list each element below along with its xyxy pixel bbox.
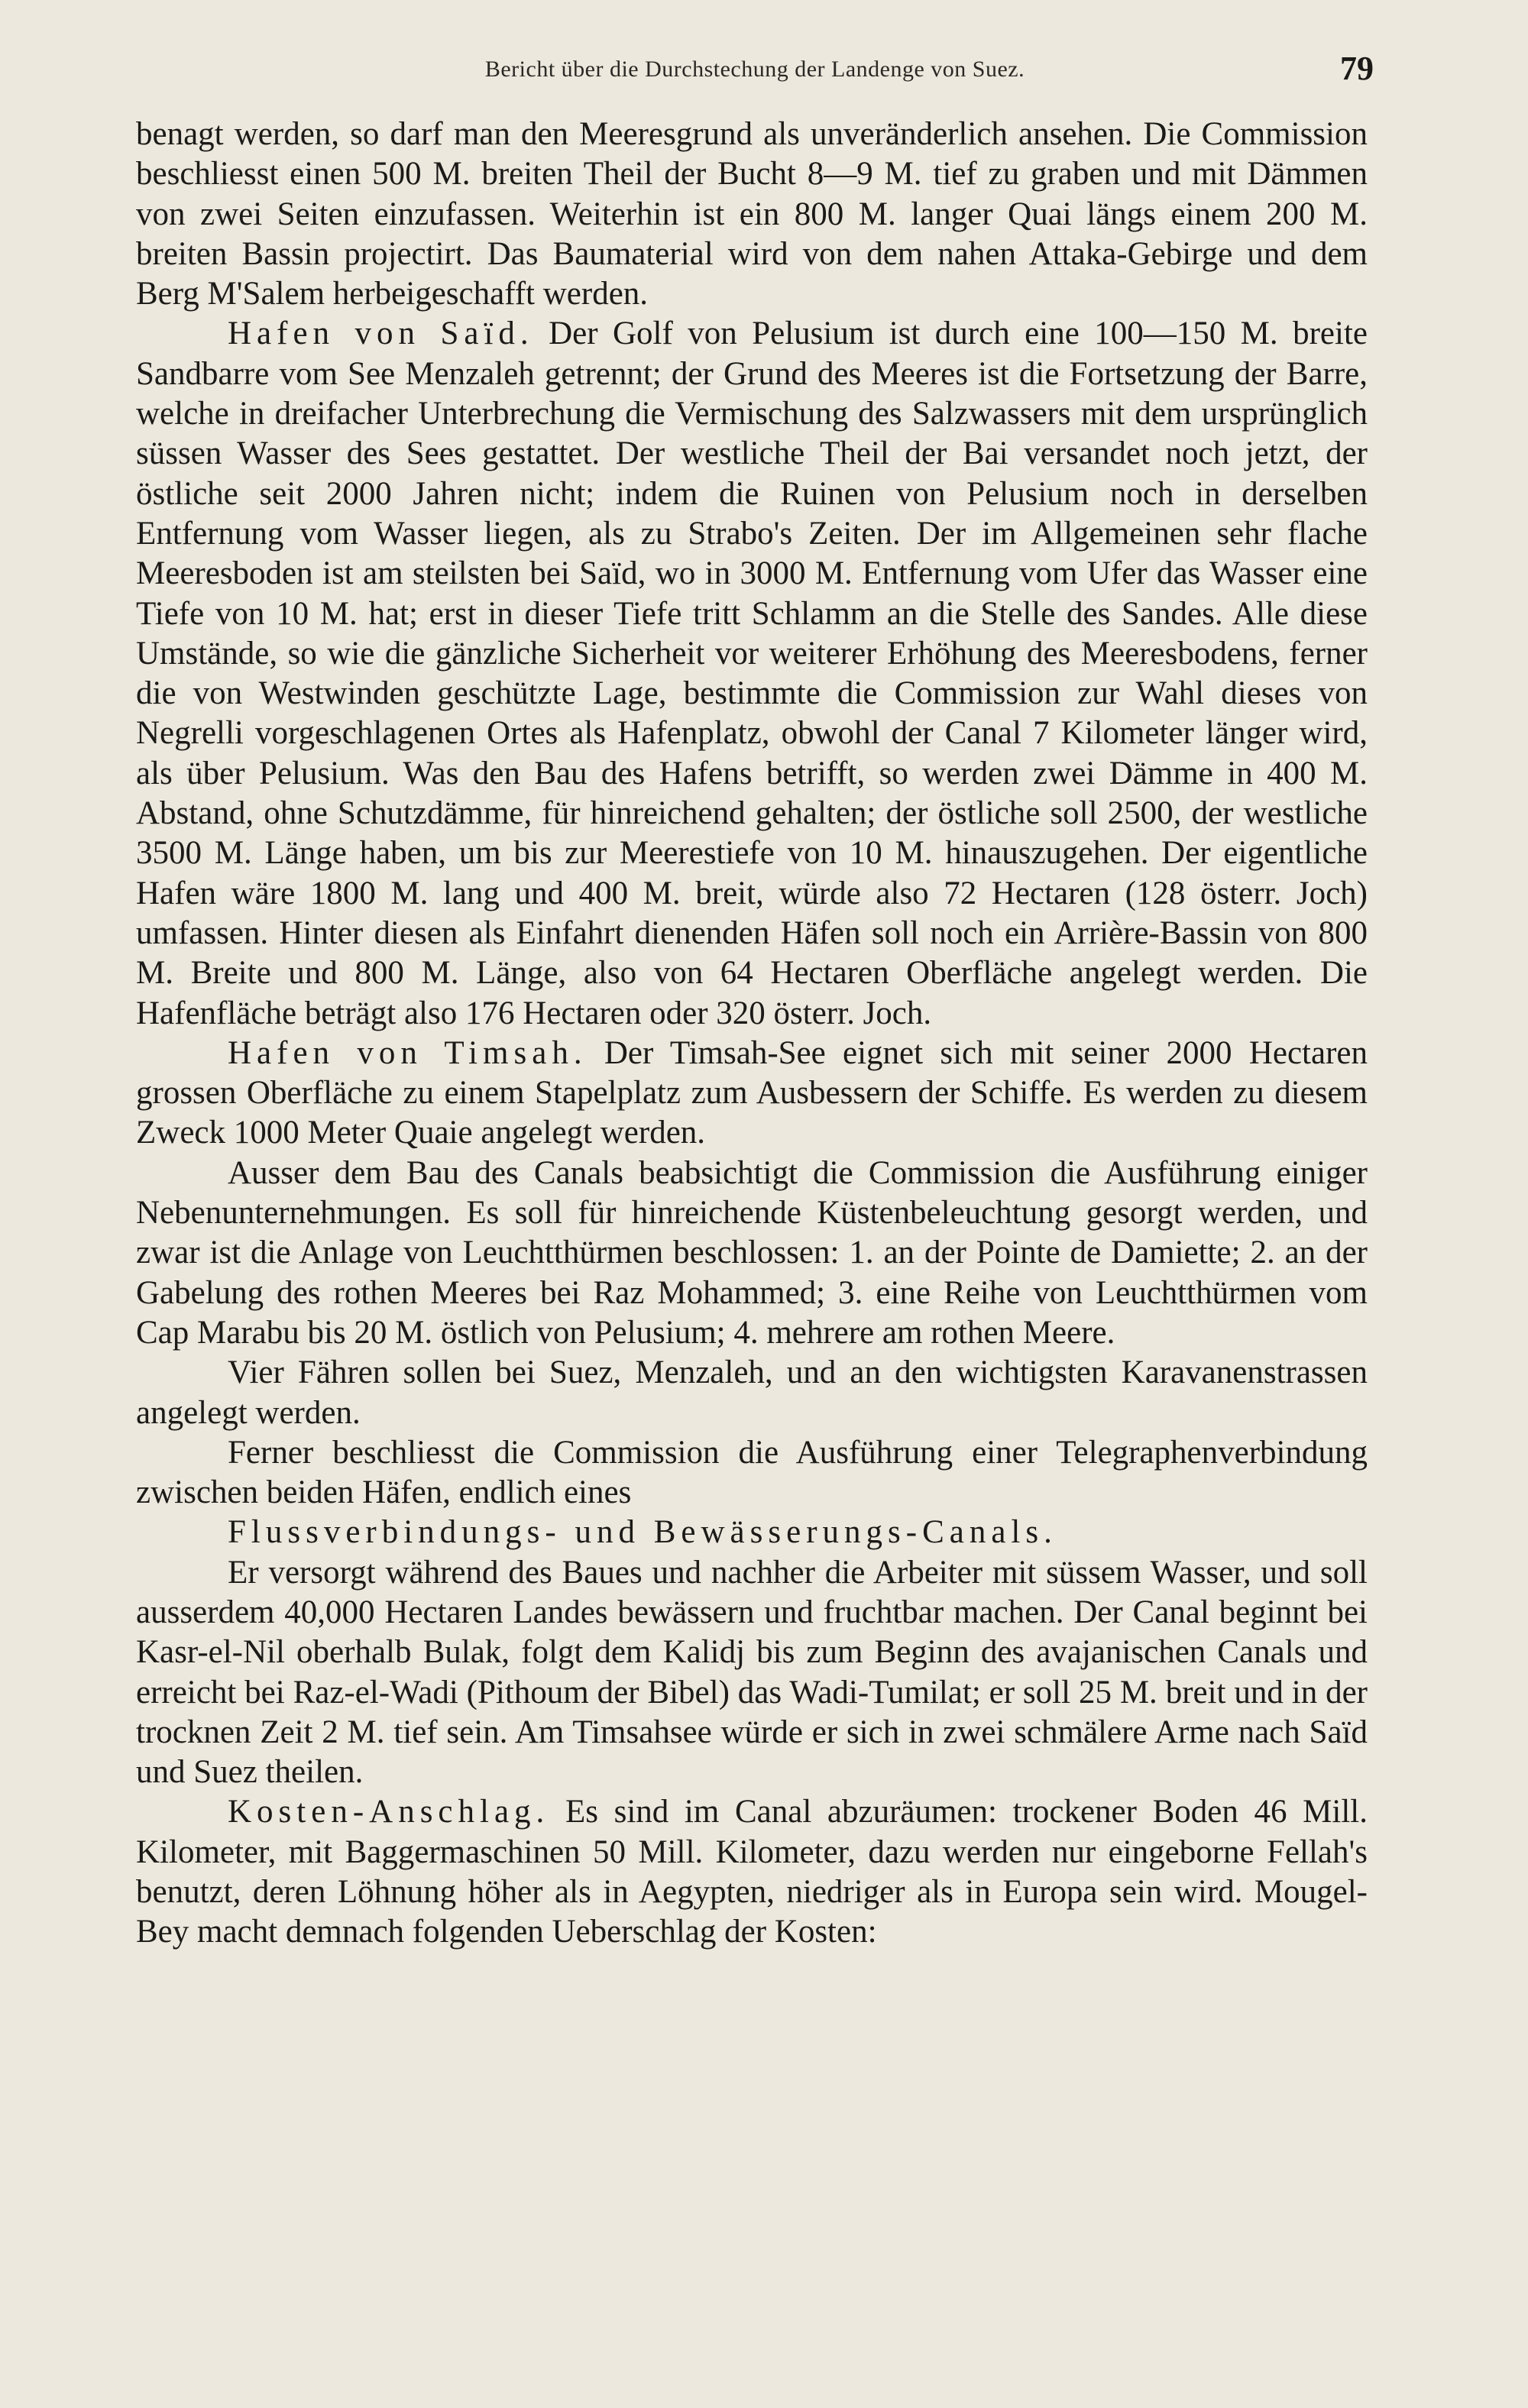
paragraph-nebenunternehmungen — [136, 1154, 1368, 1353]
paragraph-kosten — [136, 1792, 1368, 1952]
paragraph-text: Ferner beschliesst die Commission die Ausführung einer Telegraphenverbindung zwischen beiden Häfen, endlich eines — [136, 1434, 1368, 1511]
section-heading-text: Flussverbindungs- und Bewässerungs-Canals. — [228, 1514, 1057, 1551]
paragraph-text: Ausser dem Bau des Canals beabsichtigt die Commission die Ausführung einiger Nebenunternehmungen. Es soll für hinreichende Küstenbeleuchtung gesorgt werden, und zwar ist die Anlage von Leuchtthürmen beschlossen: 1. an der Pointe de Damiette; 2. an der Gabelung des rothen Meeres bei Raz Mohammed; 3. eine Reihe von Leuchtthürmen vom Cap Marabu bis 20 M. östlich von Pelusium; 4. mehrere am rothen Meere. — [136, 1154, 1368, 1351]
page-number: 79 — [1340, 50, 1374, 87]
paragraph-lead: Hafen von Timsah. — [228, 1034, 588, 1071]
running-head — [136, 49, 1374, 102]
body-text — [136, 115, 1368, 1953]
paragraph-continuation — [136, 115, 1368, 314]
running-title: Bericht über die Durchstechung der Landenge von Suez. — [484, 57, 1025, 82]
paragraph-bewaesserung — [136, 1553, 1368, 1793]
paragraph-hafen-said — [136, 314, 1368, 1033]
paragraph-text: Er versorgt während des Baues und nachher die Arbeiter mit süssem Wasser, und soll ausserdem 40,000 Hectaren Landes bewässern und fruchtbar machen. Der Canal beginnt bei Kasr-el-Nil oberhalb Bulak, folgt dem Kalidj bis zum Beginn des avajanischen Canals und erreicht bei Raz-el-Wadi (Pithoum der Bibel) das Wadi-Tumilat; er soll 25 M. breit und in der trocknen Zeit 2 M. tief sein. Am Timsahsee würde er sich in zwei schmälere Arme nach Saïd und Suez theilen. — [136, 1554, 1368, 1791]
paragraph-hafen-timsah — [136, 1034, 1368, 1154]
paragraph-text: benagt werden, so darf man den Meeresgrund als unveränderlich ansehen. Die Commission beschliesst einen 500 M. breiten Theil der Bucht 8—9 M. tief zu graben und mit Dämmen von zwei Seiten einzufassen. Weiterhin ist ein 800 M. langer Quai längs einem 200 M. breiten Bassin projectirt. Das Baumaterial wird von dem nahen Attaka-Gebirge und dem Berg M'Salem herbeigeschafft werden. — [136, 116, 1368, 312]
paragraph-telegraph — [136, 1433, 1368, 1513]
paragraph-faehren — [136, 1353, 1368, 1433]
paragraph-text: Der Golf von Pelusium ist durch eine 100—150 M. breite Sandbarre vom See Menzaleh getrennt; der Grund des Meeres ist die Fortsetzung der Barre, welche in dreifacher Unterbrechung die Vermischung des Salzwassers mit dem ursprünglich süssen Wasser des Sees gestattet. Der westliche Theil der Bai versandet noch jetzt, der östliche seit 2000 Jahren nicht; indem die Ruinen von Pelusium noch in derselben Entfernung vom Wasser liegen, als zu Strabo's Zeiten. Der im Allgemeinen sehr flache Meeresboden ist am steilsten bei Saïd, wo in 3000 M. Entfernung vom Ufer das Wasser eine Tiefe von 10 M. hat; erst in dieser Tiefe tritt Schlamm an die Stelle des Sandes. Alle diese Umstände, so wie die gänzliche Sicherheit vor weiterer Erhöhung des Meeresbodens, ferner die von Westwinden geschützte Lage, bestimmte die Commission zur Wahl dieses von Negrelli vorgeschlagenen Ortes als Hafenplatz, obwohl der Canal 7 Kilometer länger wird, als über Pelusium. Was den Bau des Hafens betrifft, so werden zwei Dämme in 400 M. Abstand, ohne Schutzdämme, für hinreichend gehalten; der östliche soll 2500, der westliche 3500 M. Länge haben, um bis zur Meerestiefe von 10 M. hinauszugehen. Der eigentliche Hafen wäre 1800 M. lang und 400 M. breit, würde also 72 Hectaren (128 österr. Joch) umfassen. Hinter diesen als Einfahrt dienenden Häfen soll noch ein Arrière-Bassin von 800 M. Breite und 800 M. Länge, also von 64 Hectaren Oberfläche angelegt werden. Die Hafenfläche beträgt also 176 Hectaren oder 320 österr. Joch. — [136, 316, 1368, 1031]
paragraph-text: Vier Fähren sollen bei Suez, Menzaleh, und an den wichtigsten Karavanenstrassen angelegt werden. — [136, 1354, 1368, 1431]
paragraph-text: Es sind im Canal abzuräumen: trockener Boden 46 Mill. Kilometer, mit Baggermaschinen 50 Mill. Kilometer, dazu werden nur eingeborne Fellah's benutzt, deren Löhnung höher als in Aegypten, niedriger als in Europa sein wird. Mougel-Bey macht demnach folgenden Ueberschlag der Kosten: — [136, 1794, 1368, 1950]
paragraph-text: Der Timsah-See eignet sich mit seiner 2000 Hectaren grossen Oberfläche zu einem Stapelplatz zum Ausbessern der Schiffe. Es werden zu diesem Zweck 1000 Meter Quaie angelegt werden. — [136, 1034, 1368, 1151]
section-heading — [136, 1513, 1368, 1552]
paragraph-lead: Hafen von Saïd. — [228, 316, 534, 352]
paragraph-lead: Kosten-Anschlag. — [228, 1794, 550, 1830]
